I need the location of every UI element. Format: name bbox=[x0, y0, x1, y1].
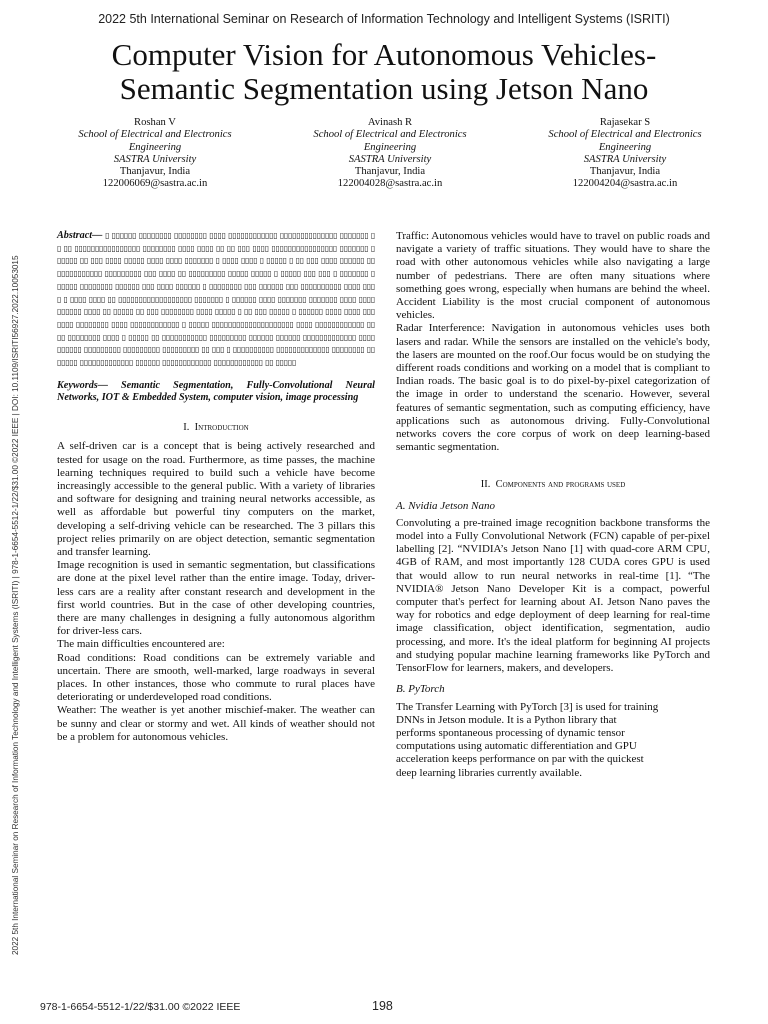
doi-sidebar: 2022 5th International Seminar on Research of Information Technology and Intelligent Systems (ISRITI) | 978-1-6654-5512-1/22/$31.00 ©2022 IEEE | DOI: 10.1109/ISRITI56927.2022.10053015 bbox=[11, 255, 20, 955]
author-affiliation: School of Electrical and Electronics bbox=[78, 129, 232, 141]
author-university: SASTRA University bbox=[113, 153, 197, 165]
section-title: Introduction bbox=[194, 422, 249, 434]
right-column bbox=[396, 230, 710, 780]
pytorch-paragraph bbox=[396, 701, 710, 780]
subsection-heading-pytorch: B. PyTorch bbox=[396, 683, 445, 696]
author-3 bbox=[510, 117, 740, 191]
section-title: Components and programs used bbox=[495, 479, 626, 491]
footer-isbn: 978-1-6654-5512-1/22/$31.00 ©2022 IEEE bbox=[40, 1001, 241, 1013]
author-location: Thanjavur, India bbox=[354, 166, 426, 178]
author-name: Roshan V bbox=[134, 117, 176, 128]
conference-header: 2022 5th International Seminar on Research of Information Technology and Intelligent Systems (ISRITI) bbox=[98, 12, 670, 26]
author-email: 122004204@sastra.ac.in bbox=[572, 178, 678, 190]
paragraph: Convoluting a pre-trained image recognition backbone transforms the model into a Fully Convolutional Network (FCN) capable of per-pixel labelling [2]. “NVIDIA’s Jetson Nano [1] with quad-core ARM CPU, 4GB of RAM, and most importantly 128 CUDA cores GPU is used that would allow to run neural networks in real-time [1]. “The NVIDIA® Jetson Nano Developer Kit is a compact, powerful computer that's perfect for learning about AI. Jetson Nano paves the way for robotics and edge deployment of deep learning for real-time image classification, object identification, segmentation, audio processing, and more. It's the ideal platform for beginning AI projects and studying popular machine learning frameworks like PyTorch and TensorFlow for learners, makers, and developers. bbox=[396, 516, 710, 675]
text-line: acceleration keeps performance on par with the quickest bbox=[396, 753, 644, 766]
abstract-label: Abstract— bbox=[57, 230, 103, 241]
abstract-body: ▯ ▯▯▯▯▯▯ ▯▯▯▯▯▯▯▯ ▯▯▯▯▯▯▯▯ ▯▯▯▯ ▯▯▯▯▯▯▯▯▯▯▯▯ ▯▯▯▯▯▯▯▯▯▯▯▯▯▯ ▯▯▯▯▯▯▯ ▯▯ ▯▯ ▯▯▯▯▯▯▯▯▯▯▯▯▯▯▯▯ ▯▯▯▯▯▯▯▯ ▯▯▯▯ ▯▯▯▯ ▯▯ ▯▯ ▯▯▯ ▯▯▯▯ ▯▯▯▯▯▯▯▯▯▯▯▯▯▯▯▯ ▯▯▯▯▯▯▯ ▯▯▯▯▯▯ ▯▯ ▯▯▯ ▯▯▯▯ ▯▯▯▯▯ ▯▯▯▯ ▯▯▯▯ ▯▯▯▯▯▯▯ ▯ ▯▯▯▯ ▯▯▯▯ ▯ ▯▯▯▯▯ ▯ ▯▯ ▯▯▯ ▯▯▯▯ ▯▯▯▯▯▯ ▯▯▯▯▯▯▯▯▯▯▯▯▯ ▯▯▯▯▯▯▯▯▯ ▯▯▯ ▯▯▯▯ ▯▯ ▯▯▯▯▯▯▯▯▯ ▯▯▯▯▯ ▯▯▯▯▯ ▯ ▯▯▯▯▯ ▯▯▯ ▯▯▯ ▯ ▯▯▯▯▯▯▯ ▯▯▯▯▯▯ ▯▯▯▯▯▯▯▯ ▯▯▯▯▯▯ ▯▯▯ ▯▯▯▯ ▯▯▯▯▯▯ ▯ ▯▯▯▯▯▯▯▯ ▯▯▯ ▯▯▯▯▯▯ ▯▯▯ ▯▯▯▯▯▯▯▯▯▯ ▯▯▯▯ ▯▯▯▯ ▯ ▯▯▯▯ ▯▯▯▯ ▯▯ ▯▯▯▯▯▯▯▯▯▯▯▯▯▯▯▯▯▯ ▯▯▯▯▯▯▯ ▯ ▯▯▯▯▯▯ ▯▯▯▯ ▯▯▯▯▯▯▯ ▯▯▯▯▯▯▯ ▯▯▯▯ ▯▯▯▯▯▯▯▯▯▯ ▯▯▯▯ ▯▯ ▯▯▯▯▯ ▯▯ ▯▯▯ ▯▯▯▯▯▯▯▯ ▯▯▯▯ ▯▯▯▯▯ ▯ ▯▯ ▯▯▯ ▯▯▯▯▯ ▯ ▯▯▯▯▯▯ ▯▯▯▯ ▯▯▯▯ ▯▯▯▯▯▯▯ ▯▯▯▯▯▯▯▯ ▯▯▯▯ ▯▯▯▯▯▯▯▯▯▯▯▯ ▯ ▯▯▯▯▯ ▯▯▯▯▯▯▯▯▯▯▯▯▯▯▯▯▯▯▯▯ ▯▯▯▯ ▯▯▯▯▯▯▯▯▯▯▯▯ ▯▯▯▯ ▯▯▯▯▯▯▯▯ ▯▯▯▯ ▯ ▯▯▯▯▯ ▯▯ ▯▯▯▯▯▯▯▯▯▯▯ ▯▯▯▯▯▯▯▯▯ ▯▯▯▯▯▯ ▯▯▯▯▯▯ ▯▯▯▯▯▯▯▯▯▯▯▯▯ ▯▯▯▯▯▯▯▯▯▯ ▯▯▯▯▯▯▯▯▯ ▯▯▯▯▯▯▯▯▯ ▯▯▯▯▯▯▯▯▯ ▯▯ ▯▯▯ ▯ ▯▯▯▯▯▯▯▯▯▯ ▯▯▯▯▯▯▯▯▯▯▯▯▯ ▯▯▯▯▯▯▯▯ ▯▯▯▯▯▯▯ ▯▯▯▯▯▯▯▯▯▯▯▯▯ ▯▯▯▯▯▯ ▯▯▯▯▯▯▯▯▯▯▯▯ ▯▯▯▯▯▯▯▯▯▯▯▯ ▯▯ ▯▯▯▯▯ bbox=[57, 231, 375, 368]
author-university: SASTRA University bbox=[348, 153, 432, 165]
author-affiliation: Engineering bbox=[128, 141, 182, 153]
author-affiliation: Engineering bbox=[363, 141, 417, 153]
section-number: II. bbox=[480, 479, 491, 491]
author-university: SASTRA University bbox=[583, 153, 667, 165]
author-1 bbox=[40, 117, 270, 191]
author-name: Avinash R bbox=[367, 117, 413, 128]
text-line: deep learning libraries currently available. bbox=[396, 766, 582, 779]
keywords: Keywords— Semantic Segmentation, Fully-Convolutional Neural Networks, IOT & Embedded System, computer vision, image processing bbox=[57, 379, 375, 404]
paper-title bbox=[0, 38, 768, 106]
author-name: Rajasekar S bbox=[599, 117, 651, 128]
subsection-heading-jetson-nano: A. Nvidia Jetson Nano bbox=[396, 499, 495, 512]
section-number: I. bbox=[183, 422, 190, 434]
text-line: DNNs in Jetson module. It is a Python library that bbox=[396, 713, 617, 726]
author-2 bbox=[275, 117, 505, 191]
author-email: 122004028@sastra.ac.in bbox=[337, 178, 443, 190]
abstract bbox=[57, 230, 375, 370]
title-line-1: Computer Vision for Autonomous Vehicles- bbox=[111, 37, 657, 72]
title-line-2: Semantic Segmentation using Jetson Nano bbox=[119, 71, 649, 106]
author-location: Thanjavur, India bbox=[589, 166, 661, 178]
paragraph: Weather: The weather is yet another mischief-maker. The weather can be sunny and clear or stormy and wet. All kinds of weather should not be a problem for autonomous vehicles. bbox=[57, 704, 375, 743]
author-affiliation: School of Electrical and Electronics bbox=[548, 129, 702, 141]
paragraph: The main difficulties encountered are: bbox=[57, 638, 225, 651]
section-heading-components bbox=[396, 478, 710, 491]
author-affiliation: School of Electrical and Electronics bbox=[313, 129, 467, 141]
section-heading-introduction bbox=[57, 421, 375, 434]
paragraph: Road conditions: Road conditions can be extremely variable and uncertain. There are smooth, well-marked, large roadways in several places. In other instances, those who commute to rural places have deteriorating or underdeveloped road conditions. bbox=[57, 651, 375, 704]
author-affiliation: Engineering bbox=[598, 141, 652, 153]
author-location: Thanjavur, India bbox=[119, 166, 191, 178]
text-line: computations using automatic differentiation and GPU bbox=[396, 740, 637, 753]
page-number: 198 bbox=[372, 999, 393, 1013]
author-block bbox=[40, 117, 740, 191]
paragraph: Image recognition is used in semantic segmentation, but classifications are done at the pixel level rather than the entire image. Today, driver-less cars are a reality after constant research and development in the first world countries. But in the case of other developing countries, there are many challenges in designing a fully autonomous algorithm for driver-less cars. bbox=[57, 559, 375, 638]
text-line: The Transfer Learning with PyTorch [3] is used for training bbox=[396, 700, 659, 713]
left-column bbox=[57, 230, 375, 744]
paragraph: Radar Interference: Navigation in autonomous vehicles uses both lasers and radar. While the sensors are installed on the vehicle's body, the lasers are mounted on the roof.Our focus would be on studying the different roads conditions and working on a model that is compliant to Indian roads. The basic goal is to do pixel-by-pixel categorization of the image in order to understand the scenario. However, several features of semantic segmentation, such as computing efficiency, have applications such as autonomous driving. Fully-Convolutional networks covers the core corpus of work on deep learning-based semantic segmentation. bbox=[396, 322, 710, 454]
text-line: performs spontaneous processing of dynamic tensor bbox=[396, 726, 625, 739]
paragraph: A self-driven car is a concept that is being actively researched and tested for usage on the road. Furthermore, as time passes, the machine learning techniques required to build such a vehicle have become increasingly accessible to the general public. With a variety of libraries and software for designing and training neural networks accessible, as well as affordable but powerful tiny computers on the market, developing a self-driving vehicle can be researched. The 3 pillars this project relies primarily on are object detection, semantic segmentation and transfer learning. bbox=[57, 440, 375, 558]
author-email: 122006069@sastra.ac.in bbox=[102, 178, 208, 190]
paragraph: Traffic: Autonomous vehicles would have to travel on public roads and navigate a variety of traffic situations. They would have to share the road with other autonomous vehicles while also navigating a large number of pedestrians. There are often many situations where something goes wrong, especially when humans are behind the wheel. Accident Liability is the most crucial component of autonomous vehicles. bbox=[396, 230, 710, 322]
